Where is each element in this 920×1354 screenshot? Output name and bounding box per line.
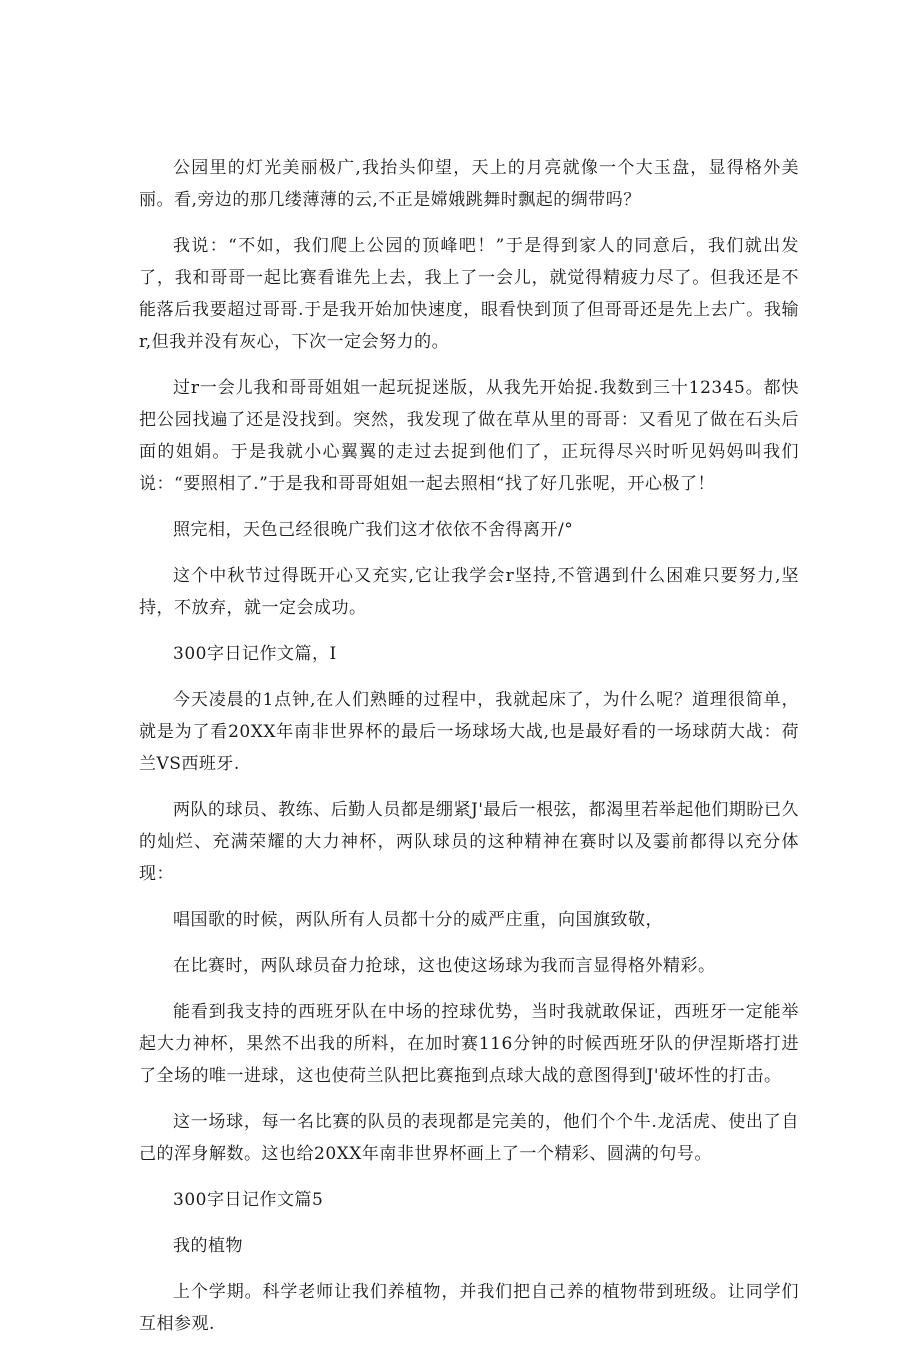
section-heading-5: 300字日记作文篇5 (173, 1190, 324, 1210)
paragraph-2: 我说：“不如，我们爬上公园的顶峰吧！”于是得到家人的同意后，我们就出发了，我和哥哥一起比赛看谁先上去，我上了一会儿，就觉得精疲力尽了。但我还是不能落后我要超过哥哥.于是我开始加快速度，眼看快到顶了但哥哥还是先上去广。我输r,但我并没有灰心，下次一定会努力的。 (139, 236, 799, 352)
paragraph-3: 过r一会儿我和哥哥姐姐一起玩捉迷版，从我先开始捉.我数到三十12345。都快把公园找遍了还是没找到。突然，我发现了做在草从里的哥哥：又看见了做在石头后面的姐娟。于是我就小心翼翼的走过去捉到他们了，正玩得尽兴时听见妈妈叫我们说：“要照相了.”于是我和哥哥姐姐一起去照相“找了好几张呢，开心极了！ (139, 378, 799, 494)
paragraph-1: 公园里的灯光美丽极广,我抬头仰望，天上的月亮就像一个大玉盘，显得格外美丽。看,旁边的那几缕薄薄的云,不正是嫦娥跳舞时飘起的绸带吗？ (139, 158, 799, 210)
paragraph-10: 能看到我支持的西班牙队在中场的控球优势，当时我就敢保证，西班牙一定能举起大力神杯，果然不出我的所料，在加时赛116分钟的时候西班牙队的伊涅斯塔打进了全场的唯一进球，这也使荷兰队把比赛拖到点球大战的意图得到J'破坏性的打击。 (139, 1002, 799, 1086)
document-body (139, 152, 799, 1354)
paragraph-5: 这个中秋节过得既开心又充实,它让我学会r坚持,不管遇到什么困难只要努力,坚持，不放弃，就一定会成功。 (139, 566, 799, 618)
section-heading-4: 300字日记作文篇，I (173, 644, 337, 664)
essay-title: 我的植物 (173, 1236, 243, 1256)
paragraph-9: 在比赛时，两队球员奋力抢球，这也使这场球为我而言显得格外精彩。 (173, 956, 716, 976)
paragraph-11: 这一场球，每一名比赛的队员的表现都是完美的，他们个个牛.龙活虎、使出了自己的浑身解数。这也给20XX年南非世界杯画上了一个精彩、圆满的句号。 (139, 1112, 799, 1164)
paragraph-7: 两队的球员、教练、后勤人员都是绷紧J'最后一根弦，都渴里若举起他们期盼已久的灿烂、充满荣耀的大力神杯，两队球员的这种精神在赛时以及霎前都得以充分体现： (139, 800, 799, 884)
paragraph-4: 照完相，天色己经很晚广我们这才依依不舍得离开/° (173, 520, 574, 540)
paragraph-12: 上个学期。科学老师让我们养植物，并我们把自己养的植物带到班级。让同学们互相参观. (139, 1282, 799, 1334)
paragraph-8: 唱国歌的时候，两队所有人员都十分的威严庄重，向国旗致敬， (173, 910, 663, 930)
paragraph-6: 今天凌晨的1点钟,在人们熟睡的过程中，我就起床了，为什么呢？道理很简单，就是为了看20XX年南非世界杯的最后一场球场大战,也是最好看的一场球荫大战：荷兰VS西班牙. (139, 690, 799, 774)
